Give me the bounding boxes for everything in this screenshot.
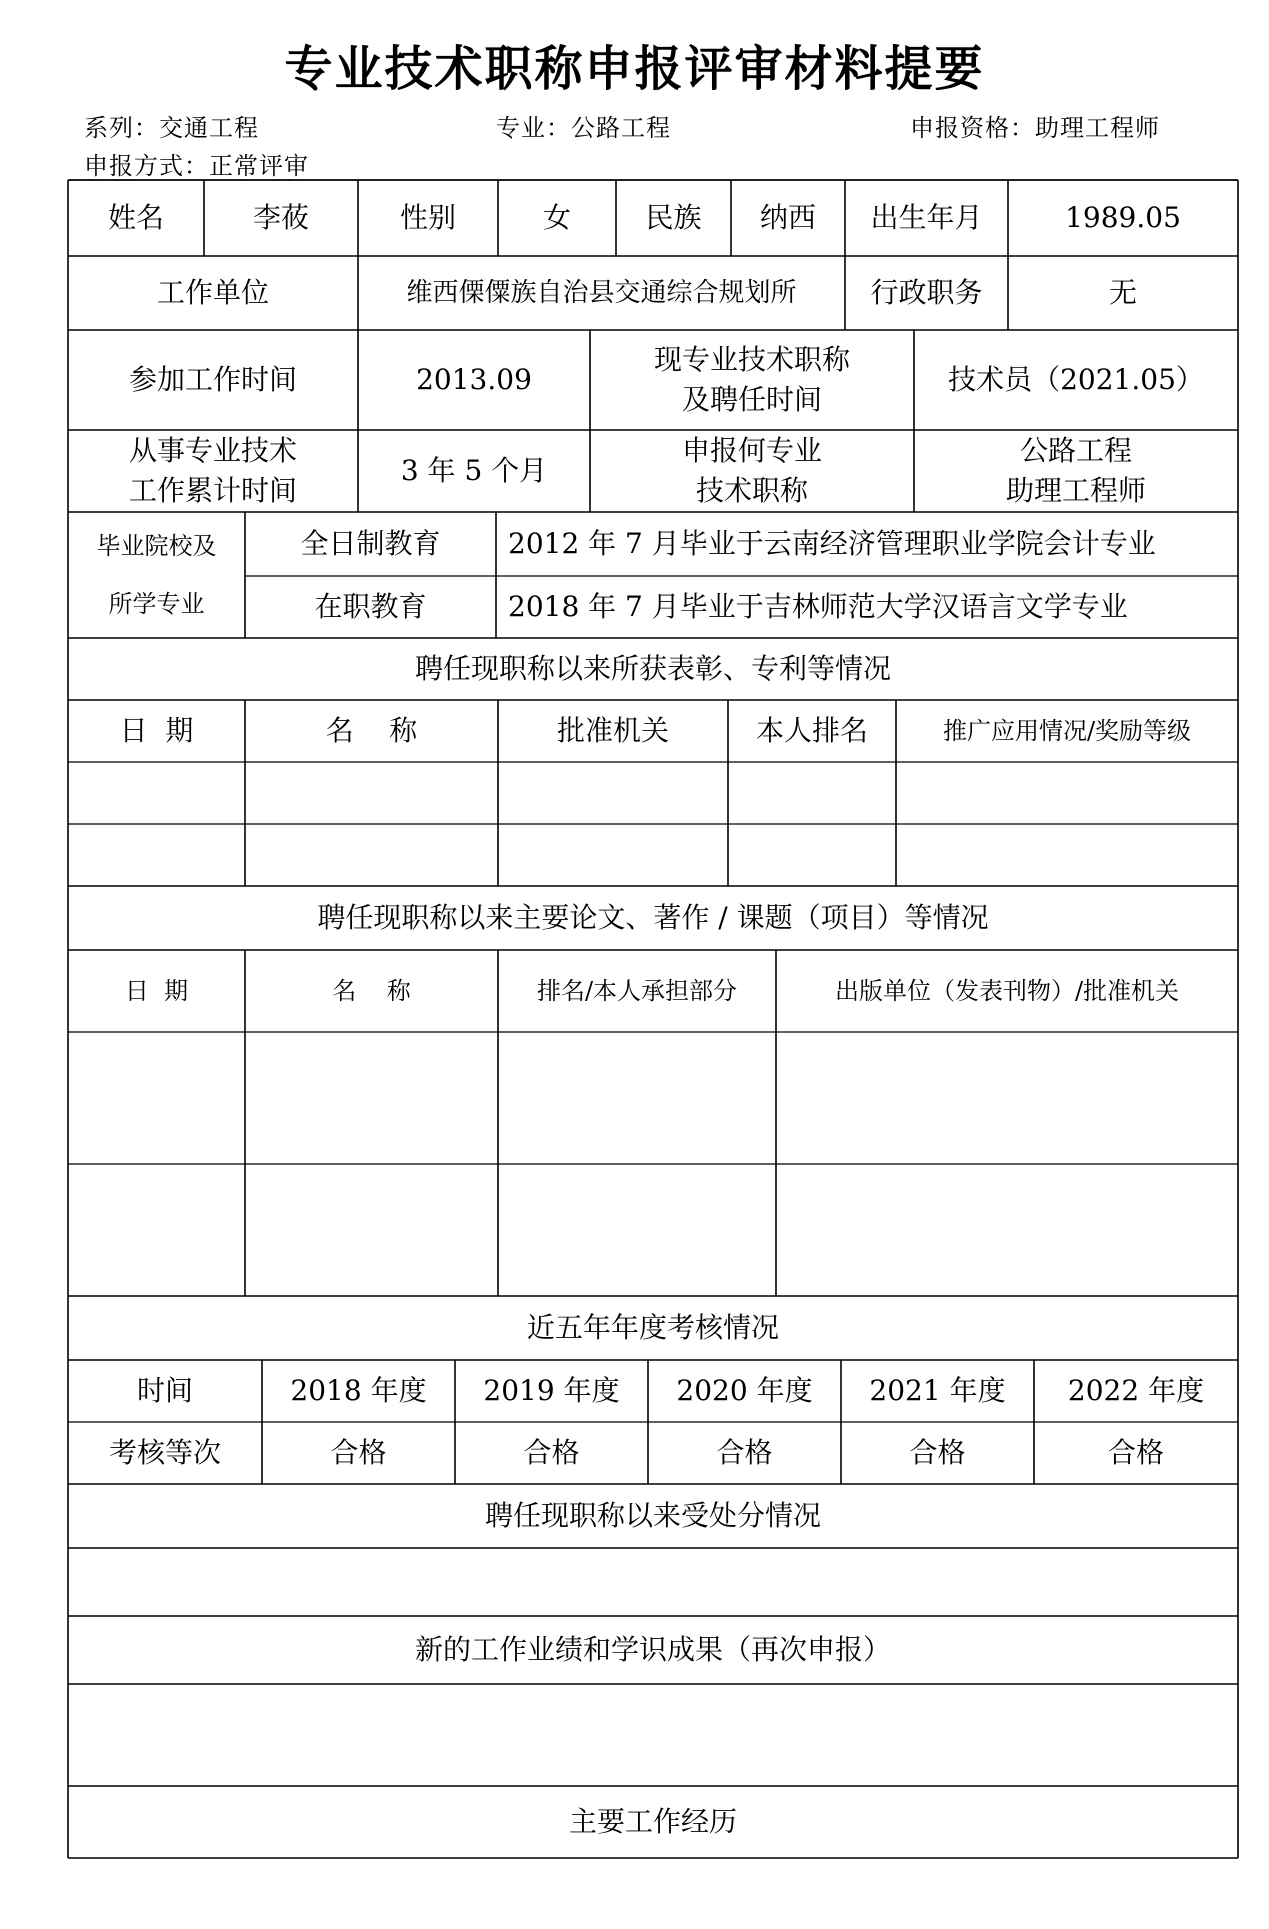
- awards-col-application: 推广应用情况/奖励等级: [942, 717, 1192, 745]
- years-label-line2: 工作累计时间: [128, 474, 297, 507]
- onjob-label: 在职教育: [314, 590, 427, 623]
- papers-col-publisher: 出版单位（发表刊物）/批准机关: [834, 977, 1180, 1005]
- apply-value-line2: 助理工程师: [1005, 474, 1146, 507]
- fulltime-value: 2012 年 7 月毕业于云南经济管理职业学院会计专业: [508, 527, 1156, 560]
- assessment-time-label: 时间: [136, 1374, 193, 1407]
- assessment-grade-label: 考核等次: [108, 1436, 221, 1469]
- apply-label-line1: 申报何专业: [681, 434, 822, 467]
- birth-value: 1989.05: [1065, 201, 1181, 234]
- current-title-label-line2: 及聘任时间: [681, 383, 822, 416]
- assessment-year-2022: 2022 年度: [1067, 1374, 1205, 1407]
- assessment-year-2021: 2021 年度: [869, 1374, 1006, 1407]
- assessment-year-2018: 2018 年度: [290, 1374, 427, 1407]
- papers-col-role: 排名/本人承担部分: [536, 977, 738, 1005]
- papers-col-date: 日 期: [124, 977, 189, 1005]
- assessment-heading: 近五年年度考核情况: [526, 1311, 779, 1344]
- assessment-grade-2018: 合格: [330, 1436, 387, 1469]
- discipline-heading: 聘任现职称以来受处分情况: [484, 1499, 821, 1532]
- papers-col-name: 名 称: [332, 977, 411, 1005]
- work-start-label: 参加工作时间: [128, 363, 297, 396]
- current-title-value: 技术员（2021.05）: [948, 363, 1204, 396]
- ethnic-label: 民族: [645, 201, 702, 234]
- ethnic-value: 纳西: [759, 201, 816, 234]
- awards-col-name: 名 称: [325, 714, 418, 747]
- gender-label: 性别: [399, 201, 456, 234]
- fulltime-label: 全日制教育: [300, 527, 441, 560]
- awards-col-rank: 本人排名: [755, 714, 868, 747]
- education-label: [68, 512, 245, 638]
- assessment-grade-2019: 合格: [523, 1436, 580, 1469]
- papers-heading: 聘任现职称以来主要论文、著作 / 课题（项目）等情况: [317, 901, 989, 934]
- assessment-grade-2022: 合格: [1107, 1436, 1164, 1469]
- meta-method: 申报方式：正常评审: [84, 152, 309, 180]
- assessment-grade-2020: 合格: [716, 1436, 773, 1469]
- meta-major: 专业：公路工程: [496, 114, 671, 142]
- unit-value: 维西傈僳族自治县交通综合规划所: [406, 278, 797, 308]
- years-value: 3 年 5 个月: [400, 454, 548, 487]
- assessment-year-2020: 2020 年度: [676, 1374, 813, 1407]
- apply-label: [590, 430, 914, 512]
- awards-heading: 聘任现职称以来所获表彰、专利等情况: [414, 652, 891, 685]
- page-title: 专业技术职称申报评审材料提要: [284, 41, 985, 97]
- apply-value-line1: 公路工程: [1019, 434, 1132, 467]
- onjob-value: 2018 年 7 月毕业于吉林师范大学汉语言文学专业: [508, 590, 1128, 623]
- unit-label: 工作单位: [156, 276, 269, 309]
- birth-label: 出生年月: [870, 201, 983, 234]
- admin-value: 无: [1108, 276, 1137, 309]
- education-label-line1: 毕业院校及: [96, 532, 217, 560]
- assessment-year-2019: 2019 年度: [483, 1374, 620, 1407]
- meta-series: 系列：交通工程: [84, 114, 259, 142]
- admin-label: 行政职务: [870, 276, 983, 309]
- awards-col-authority: 批准机关: [556, 714, 669, 747]
- meta-qualification: 申报资格：助理工程师: [910, 114, 1160, 142]
- awards-col-date: 日 期: [119, 714, 194, 747]
- name-label: 姓名: [107, 201, 164, 234]
- apply-label-line2: 技术职称: [695, 474, 808, 507]
- years-label-line1: 从事专业技术: [128, 434, 297, 467]
- education-label-line2: 所学专业: [108, 590, 205, 618]
- work-start-value: 2013.09: [416, 363, 532, 396]
- name-value: 李莜: [252, 201, 309, 234]
- assessment-grade-2021: 合格: [909, 1436, 966, 1469]
- experience-heading: 主要工作经历: [568, 1805, 737, 1838]
- gender-value: 女: [542, 201, 571, 234]
- apply-value: [914, 430, 1238, 512]
- achievements-heading: 新的工作业绩和学识成果（再次申报）: [414, 1633, 891, 1666]
- current-title-label-line1: 现专业技术职称: [653, 343, 850, 376]
- current-title-label: [590, 330, 914, 430]
- years-label: [68, 430, 358, 512]
